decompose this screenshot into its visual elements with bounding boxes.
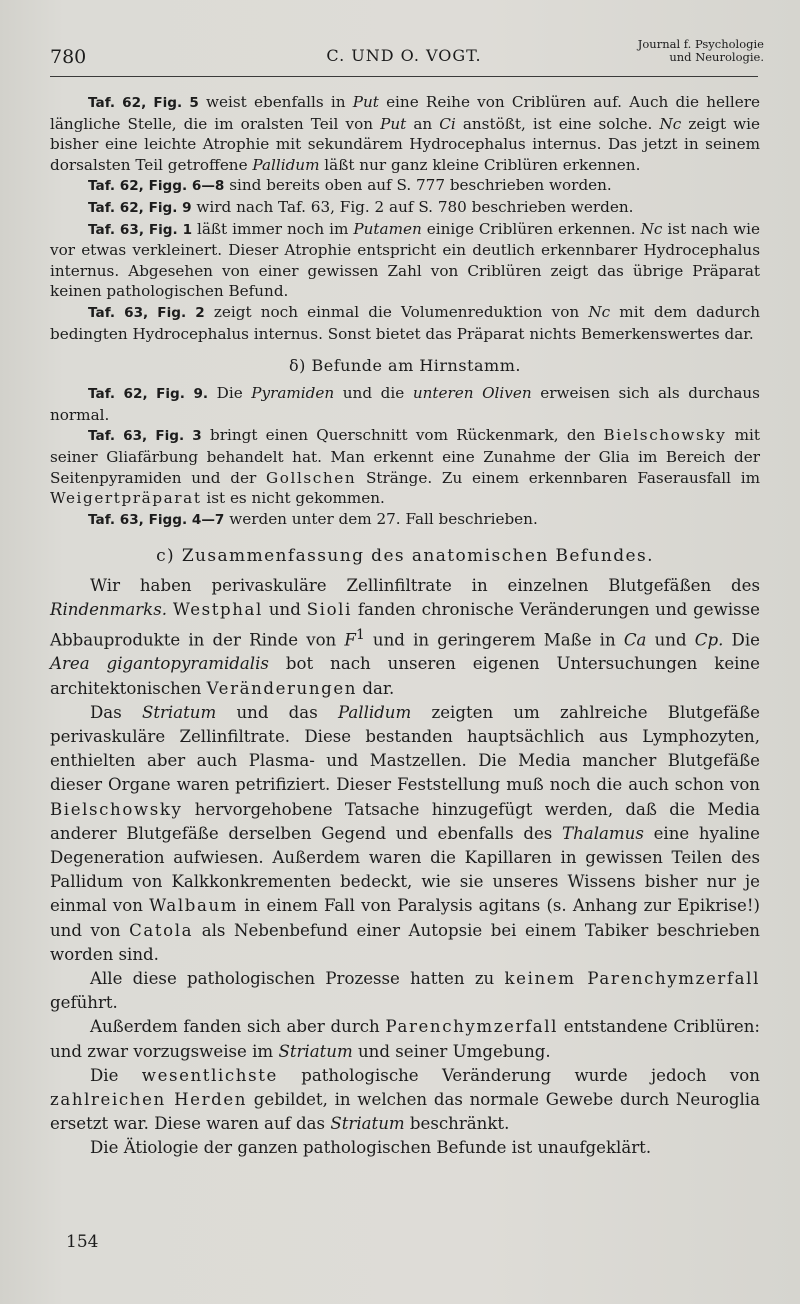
paragraph: Taf. 63, Fig. 3 bringt einen Querschnitt vom Rückenmark, den Bielschowsky mit seiner Gliafärbung behandelt hat. Man erkennt eine Zunahme der Glia im Bereich der Seitenpyramiden und der Gollschen Stränge. Zu einem erkennbaren Faserausfall im Weigertpräparat ist es nicht gekommen. bbox=[50, 426, 760, 508]
paragraph: Taf. 63, Fig. 2 zeigt noch einmal die Volumenreduktion von Nc mit dem dadurch bedingten Hydrocephalus internus. Sonst bietet das Präparat nichts Bemerkenswertes dar. bbox=[50, 302, 760, 343]
paragraph: Taf. 63, Figg. 4—7 werden unter dem 27. Fall beschrieben. bbox=[88, 509, 538, 528]
paragraph: Die wesentlichste pathologische Veränderung wurde jedoch von zahlreichen Herden gebildet, in welchen das normale Gewebe durch Neuroglia ersetzt war. Diese waren auf das Striatum beschränkt. bbox=[50, 1065, 760, 1134]
paragraph: Die Ätiologie der ganzen pathologischen Befunde ist unaufgeklärt. bbox=[90, 1138, 652, 1158]
paragraph: Außerdem fanden sich aber durch Parenchymzerfall entstandene Criblüren: und zwar vorzugsweise im Striatum und seiner Umgebung. bbox=[50, 1017, 760, 1061]
paragraph: Alle diese pathologischen Prozesse hatten zu keinem Parenchymzerfall geführt. bbox=[50, 969, 760, 1013]
summary-text bbox=[50, 574, 760, 1160]
paragraph: Das Striatum und das Pallidum zeigten um zahlreiche Blutgefäße perivaskuläre Zellinfiltrate. Diese bestanden hauptsächlich aus Lymphozyten, enthielten aber auch Plasma- und Mastzellen. Die Media mancher Blutgefäße dieser Organe waren petrifiziert. Dieser Feststellung muß noch die auch schon von Bielschowsky hervorgehobene Tatsache hinzugefügt werden, daß die Media anderer Blutgefäße derselben Gegend und ebenfalls des Thalamus eine hyaline Degeneration aufwiesen. Außerdem waren die Kapillaren in gewissen Teilen des Pallidum von Kalkkonkrementen bedeckt, wie sie unseres Wissens bisher nur je einmal von Walbaum in einem Fall von Paralysis agitans (s. Anhang zur Epikrise!) und von Catola als Nebenbefund einer Autopsie bei einem Tabiker beschrieben worden sind. bbox=[50, 702, 760, 964]
figure-descriptions bbox=[50, 383, 760, 530]
running-header bbox=[50, 0, 764, 77]
running-title: C. UND O. VOGT. bbox=[326, 46, 482, 65]
figure-descriptions bbox=[50, 92, 760, 344]
page-number: 780 bbox=[50, 46, 87, 68]
signature-mark: 154 bbox=[66, 1232, 99, 1252]
section-heading: c) Zusammenfassung des anatomischen Befundes. bbox=[156, 546, 654, 567]
journal-name: Journal f. Psychologie und Neurologie. bbox=[637, 37, 764, 64]
paragraph: Wir haben perivaskuläre Zellinfiltrate in einzelnen Blutgefäßen des Rindenmarks. Westphal und Sioli fanden chronische Veränderungen und gewisse Abbauprodukte in der Rinde von $F^1$ und in geringerem Maße in Ca und Cp. Die Area gigantopyramidalis bot nach unseren eigenen Untersuchungen keine architektonischen Veränderungen dar. bbox=[50, 576, 760, 698]
paragraph: Taf. 63, Fig. 1 läßt immer noch im Putamen einige Criblüren erkennen. Nc ist nach wie vor etwas verkleinert. Dieser Atrophie entspricht ein deutlich erkennbarer Hydrocephalus internus. Abgesehen von einer gewissen Zahl von Criblüren zeigt das übrige Präparat keinen pathologischen Befund. bbox=[50, 219, 760, 301]
page-body bbox=[50, 92, 760, 1161]
paragraph: Taf. 62, Fig. 9. Die Pyramiden und die unteren Oliven erweisen sich als durchaus normal. bbox=[50, 384, 760, 424]
paragraph: Taf. 62, Figg. 6—8 sind bereits oben auf S. 777 beschrieben worden. bbox=[88, 176, 612, 195]
section-heading: δ) Befunde am Hirnstamm. bbox=[289, 356, 521, 376]
paragraph: Taf. 62, Fig. 5 weist ebenfalls in Put eine Reihe von Criblüren auf. Auch die hellere längliche Stelle, die im oralsten Teil von Put an Ci anstößt, ist eine solche. Nc zeigt wie bisher eine leichte Atrophie mit sekundärem Hydrocephalus internus. Das jetzt in seinem dorsalsten Teil getroffene Pallidum läßt nur ganz kleine Criblüren erkennen. bbox=[50, 93, 760, 174]
paragraph: Taf. 62, Fig. 9 wird nach Taf. 63, Fig. 2 auf S. 780 beschrieben werden. bbox=[88, 197, 634, 216]
